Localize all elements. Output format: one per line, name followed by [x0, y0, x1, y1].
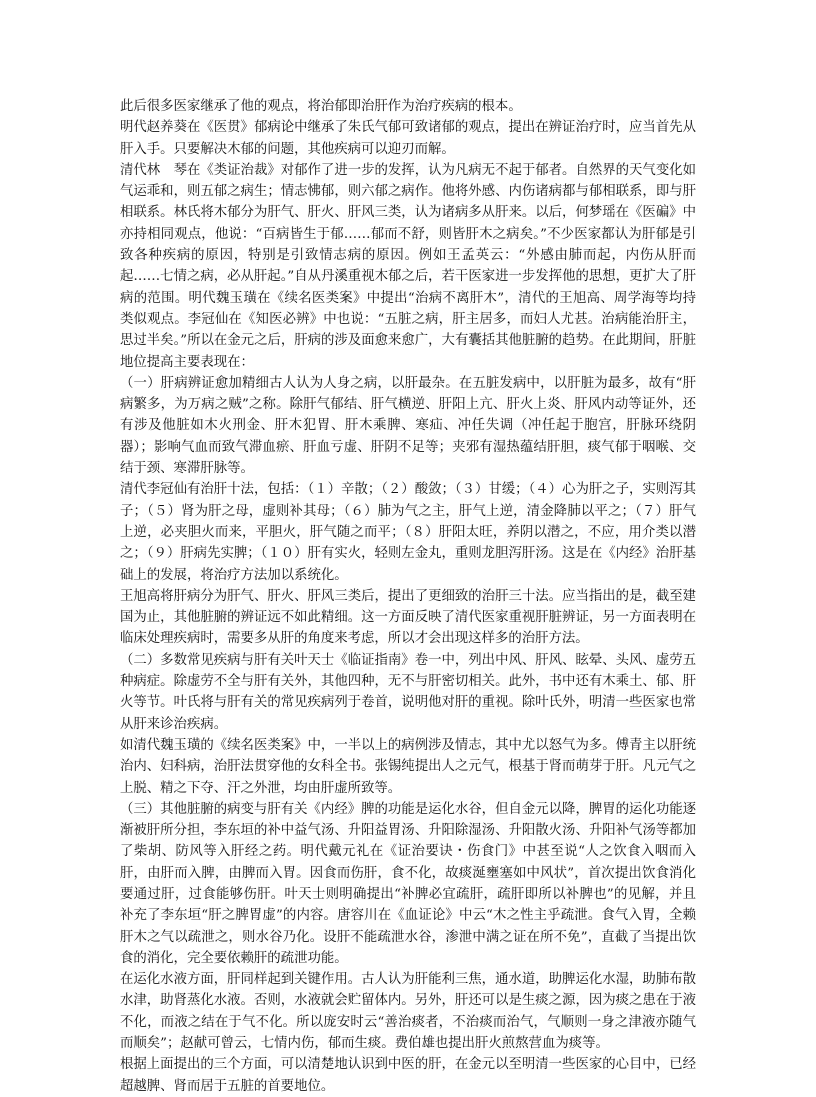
paragraph-2: 明代赵养葵在《医贯》郁病论中继承了朱氏气郁可致诸郁的观点，提出在辨证治疗时，应当首先从肝入手。只要解决木郁的问题，其他疾病可以迎刃而解。: [120, 120, 696, 157]
paragraph-8: 如清代魏玉璜的《续名医类案》中，一半以上的病例涉及情志，其中尤以怒气为多。傅青主以肝统治内、妇科病，治肝法贯穿他的女科全书。张锡纯提出人之元气，根基于肾而萌芽于肝。凡元气之上脱、精之下夺、汗之外泄，均由肝虚所致等。: [120, 737, 696, 796]
paragraph-1: 此后很多医家继承了他的观点，将治郁即治肝作为治疗疾病的根本。: [120, 99, 522, 114]
paragraph-3: 清代林 琴在《类证治裁》对郁作了进一步的发挥，认为凡病无不起于郁者。自然界的天气变化如气运乖和，则五郁之病生；情志怫郁，则六郁之病作。他将外感、内伤诸病都与郁相联系，即与肝相联系。林氏将木郁分为肝气、肝火、肝风三类，认为诸病多从肝来。以后，何梦瑶在《医碥》中亦持相同观点，他说：“百病皆生于郁……郁而不舒，则皆肝木之病矣。”不少医家都认为肝郁是引致各种疾病的原因，特别是引致情志病的原因。例如王孟英云：“外感由肺而起，内伤从肝而起……七情之病，必从肝起。”自从丹溪重视木郁之后，若干医家进一步发挥他的思想，更扩大了肝病的范围。明代魏玉璜在《续名医类案》中提出“治病不离肝木”，清代的王旭高、周学海等均持类似观点。李冠仙在《知医必辨》中也说：“五脏之病，肝主居多，而妇人尤甚。治病能治肝主，思过半矣。”所以在金元之后，肝病的涉及面愈来愈广，大有囊括其他脏腑的趋势。在此期间，肝脏地位提高主要表现在：: [120, 162, 696, 370]
paragraph-6: 王旭高将肝病分为肝气、肝火、肝风三类后，提出了更细致的治肝三十法。应当指出的是，截至建国为止，其他脏腑的辨证远不如此精细。这一方面反映了清代医家重视肝脏辨证，另一方面表明在临床处理疾病时，需要多从肝的角度来考虑，所以才会出现这样多的治肝方法。: [120, 588, 696, 647]
paragraph-10: 在运化水液方面，肝同样起到关键作用。古人认为肝能利三焦，通水道，助脾运化水湿，助肺布散水津，助肾蒸化水液。否则，水液就会贮留体内。另外，肝还可以是生痰之源，因为痰之患在于液不化，而液之结在于气不化。所以庞安时云“善治痰者，不治痰而治气，气顺则一身之津液亦随气而顺矣”；赵献可曾云，七情内伤，郁而生痰。费伯雄也提出肝火煎熬营血为痰等。: [120, 972, 696, 1052]
paragraph-4: （一）肝病辨证愈加精细古人认为人身之病，以肝最杂。在五脏发病中，以肝脏为最多，故有“肝病繁多，为万病之贼”之称。除肝气郁结、肝气横逆、肝阳上亢、肝火上炎、肝风内动等证外，还有涉及他脏如木火刑金、肝木犯胃、肝木乘脾、寒疝、冲任失调（冲任起于胞宫，肝脉环绕阴器）；影响气血而致气滞血瘀、肝血亏虚、肝阴不足等；夹邪有湿热蕴结肝胆，痰气郁于咽喉、交结于颈、寒滞肝脉等。: [120, 375, 696, 477]
paragraph-11: 根据上面提出的三个方面，可以清楚地认识到中医的肝，在金元以至明清一些医家的心目中，已经超越脾、肾而居于五脏的首要地位。: [120, 1057, 696, 1094]
paragraph-5: 清代李冠仙有治肝十法，包括：（１）辛散；（２）酸敛；（３）甘缓；（４）心为肝之子，实则泻其子；（５）肾为肝之母，虚则补其母；（６）肺为气之主，肝气上逆，清金降肺以平之；（７）肝气上逆，必夹胆火而来，平胆火，肝气随之而平；（８）肝阳太旺，养阴以潜之，不应，用介类以潜之；（９）肝病先实脾；（１０）肝有实火，轻则左金丸，重则龙胆泻肝汤。这是在《内经》治肝基础上的发展，将治疗方法加以系统化。: [120, 482, 696, 583]
paragraph-7: （二）多数常见疾病与肝有关叶天士《临证指南》卷一中，列出中风、肝风、眩晕、头风、虚劳五种病症。除虚劳不全与肝有关外，其他四种，无不与肝密切相关。此外，书中还有木乘土、郁、肝火等节。叶氏将与肝有关的常见疾病列于卷首，说明他对肝的重视。除叶氏外，明清一些医家也常从肝来诊治疾病。: [120, 652, 696, 732]
document-body: [120, 96, 696, 1097]
paragraph-9: （三）其他脏腑的病变与肝有关《内经》脾的功能是运化水谷，但自金元以降，脾胃的运化功能逐渐被肝所分担，李东垣的补中益气汤、升阳益胃汤、升阳除湿汤、升阳散火汤、升阳补气汤等都加了柴胡、防风等入肝经之药。明代戴元礼在《证治要诀・伤食门》中甚至说“人之饮食入咽而入肝，由肝而入脾，由脾而入胃。因食而伤肝，食不化，故痰涎壅塞如中风状”，首次提出饮食消化要通过肝，过食能够伤肝。叶天士则明确提出“补脾必宜疏肝，疏肝即所以补脾也”的见解，并且补充了李东垣“肝之脾胃虚”的内容。唐容川在《血证论》中云“木之性主乎疏泄。食气入胃，全赖肝木之气以疏泄之，则水谷乃化。设肝不能疏泄水谷，渗泄中满之证在所不免”，直截了当提出饮食的消化，完全要依赖肝的疏泄功能。: [120, 801, 696, 966]
